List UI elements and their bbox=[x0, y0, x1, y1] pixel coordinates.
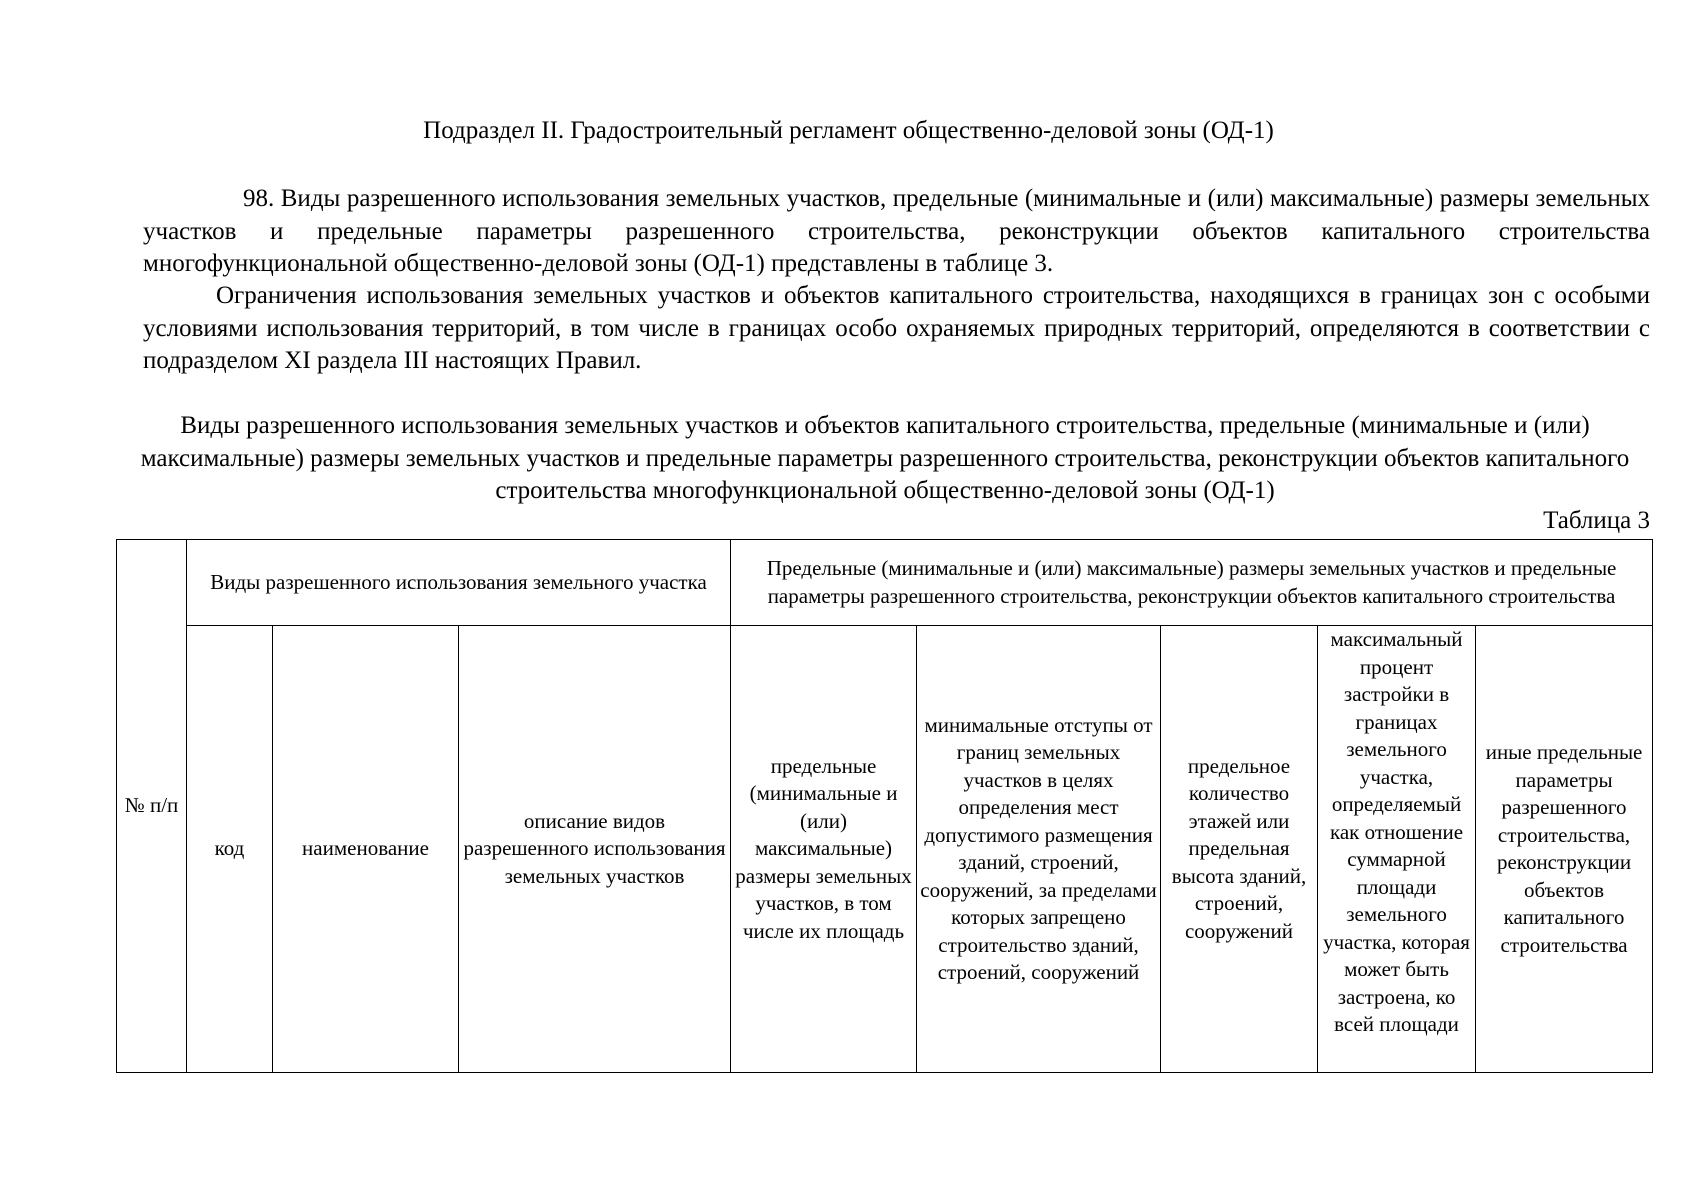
table-header-row-1 bbox=[117, 540, 1653, 626]
header-cell-other-params: иные предельные параметры разрешенного строительства, реконструкции объектов капитального строительства bbox=[1476, 626, 1653, 1073]
regulations-table bbox=[116, 539, 1653, 1073]
header-group-permitted-use: Виды разрешенного использования земельного участка bbox=[187, 540, 731, 626]
paragraph-98: 98. Виды разрешенного использования земельных участков, предельные (минимальные и (или) максимальные) размеры земельных участков и предельные параметры разрешенного строительства, реконструкции объектов капитального строительства многофункциональной общественно-деловой зоны (ОД-1) представлены в таблице 3. bbox=[143, 185, 1650, 277]
header-cell-plot-size: предельные (минимальные и (или) максимальные) размеры земельных участков, в том числе их площадь bbox=[731, 626, 917, 1073]
header-cell-coverage: максимальный процент застройки в границах земельного участка, определяемый как отношение суммарной площади земельного участка, которая может быть застроена, ко всей площади bbox=[1318, 626, 1476, 1073]
header-cell-floors: предельное количество этажей или предельная высота зданий, строений, сооружений bbox=[1161, 626, 1318, 1073]
header-group-limits: Предельные (минимальные и (или) максимальные) размеры земельных участков и предельные параметры разрешенного строительства, реконструкции объектов капитального строительства bbox=[731, 540, 1653, 626]
header-cell-setbacks: минимальные отступы от границ земельных участков в целях определения мест допустимого размещения зданий, строений, сооружений, за пределами которых запрещено строительство зданий, строений, сооружений bbox=[917, 626, 1161, 1073]
paragraph-restrictions: Ограничения использования земельных участков и объектов капитального строительства, находящихся в границах зон с особыми условиями использования территорий, в том числе в границах особо охраняемых природных территорий, определяются в соответствии с подразделом XI раздела III настоящих Правил. bbox=[143, 282, 1650, 374]
header-cell-name: наименование bbox=[273, 626, 459, 1073]
table-title: Виды разрешенного использования земельных участков и объектов капитального строительства, предельные (минимальные и (или) максимальные) размеры земельных участков и предельные параметры разрешенного строительства, реконструкции объектов капитального строительства многофункциональной общественно-деловой зоны (ОД-1) bbox=[140, 412, 1630, 504]
header-cell-code: код bbox=[187, 626, 273, 1073]
subsection-heading: Подраздел II. Градостроительный регламент общественно-деловой зоны (ОД-1) bbox=[423, 117, 1274, 144]
table-number-label: Таблица 3 bbox=[1543, 507, 1650, 534]
header-cell-number: № п/п bbox=[117, 540, 187, 1073]
table-header-row-2 bbox=[117, 626, 1653, 1073]
header-cell-description: описание видов разрешенного использования земельных участков bbox=[459, 626, 731, 1073]
